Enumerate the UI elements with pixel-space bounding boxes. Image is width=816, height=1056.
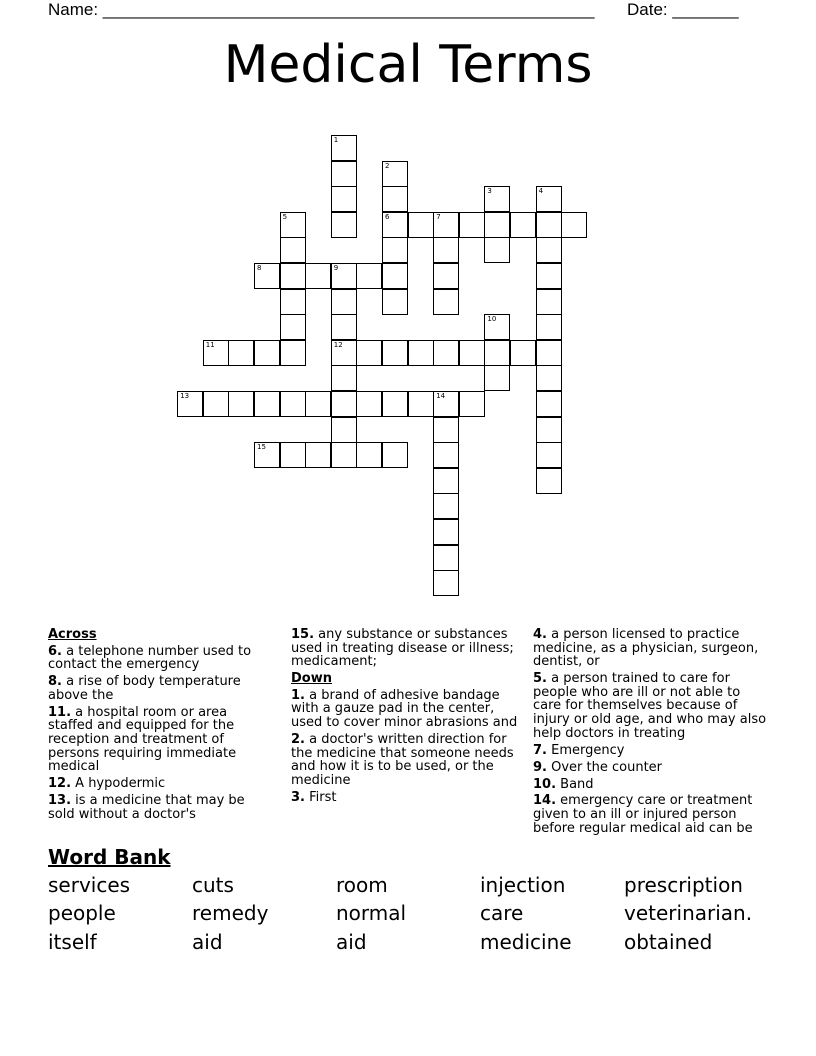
clues-column-3 [533, 628, 769, 839]
crossword-cell[interactable] [382, 212, 408, 238]
crossword-cell[interactable] [254, 391, 280, 417]
down-heading: Down [291, 671, 332, 687]
crossword-cell[interactable] [203, 340, 229, 366]
word-bank-word: prescription [624, 873, 743, 897]
crossword-cell[interactable] [382, 289, 408, 315]
crossword-cell[interactable] [433, 289, 459, 315]
clue-item-number: 13. [48, 793, 72, 809]
crossword-cell[interactable] [484, 340, 510, 366]
crossword-cell[interactable] [254, 263, 280, 289]
crossword-cell[interactable] [536, 212, 562, 238]
crossword-cell[interactable] [280, 289, 306, 315]
crossword-cell[interactable] [203, 391, 229, 417]
across-clue-list [48, 645, 273, 822]
crossword-cell[interactable] [382, 186, 408, 212]
clue-item [533, 778, 769, 792]
across-clue-list-continued [291, 628, 523, 669]
word-bank-word: room [336, 873, 388, 897]
clue-item-text: A hypodermic [71, 776, 166, 792]
crossword-cell[interactable] [382, 340, 408, 366]
clue-number: 5 [282, 212, 288, 221]
clue-item-text: a person licensed to practice medicine, as a physician, surgeon, dentist, or [533, 627, 759, 670]
crossword-cell[interactable] [280, 442, 306, 468]
clue-number: 3 [487, 187, 492, 196]
word-bank-word: cuts [192, 873, 234, 897]
crossword-cell[interactable] [510, 212, 536, 238]
crossword-cell[interactable] [459, 212, 485, 238]
crossword-cell[interactable] [536, 468, 562, 494]
crossword-cell[interactable] [228, 340, 254, 366]
crossword-cell[interactable] [433, 493, 459, 519]
crossword-cell[interactable] [305, 391, 331, 417]
clue-item-number: 11. [48, 704, 72, 720]
clue-item-text: Band [556, 776, 594, 792]
clue-item [48, 777, 273, 791]
crossword-cell[interactable] [433, 468, 459, 494]
clues-column-1 [48, 628, 273, 825]
crossword-cell[interactable] [228, 391, 254, 417]
crossword-cell[interactable] [331, 212, 357, 238]
crossword-cell[interactable] [433, 263, 459, 289]
clue-item-text: a telephone number used to contact the emergency [48, 643, 252, 673]
crossword-cell[interactable] [408, 212, 434, 238]
clue-item-number: 12. [48, 776, 72, 792]
clue-number: 4 [538, 187, 544, 196]
down-clue-list-continued [533, 628, 769, 835]
clue-item-text: Emergency [546, 742, 625, 758]
clue-number: 2 [385, 161, 390, 170]
clue-item [533, 794, 769, 835]
crossword-cell[interactable] [433, 237, 459, 263]
clue-number: 12 [333, 340, 343, 349]
word-bank-word: injection [480, 873, 566, 897]
crossword-cell[interactable] [510, 340, 536, 366]
crossword-cell[interactable] [382, 391, 408, 417]
crossword-cell[interactable] [536, 340, 562, 366]
crossword-cell[interactable] [254, 442, 280, 468]
clue-item [533, 744, 769, 758]
down-clue-list [291, 689, 523, 805]
clue-item [291, 628, 523, 669]
clue-item-text: Over the counter [546, 759, 663, 775]
crossword-cell[interactable] [536, 391, 562, 417]
word-bank-word: veterinarian. [624, 901, 753, 925]
crossword-cell[interactable] [484, 314, 510, 340]
crossword-cell[interactable] [536, 442, 562, 468]
crossword-cell[interactable] [536, 289, 562, 315]
crossword-cell[interactable] [356, 391, 382, 417]
crossword-cell[interactable] [280, 263, 306, 289]
crossword-cell[interactable] [331, 365, 357, 391]
across-heading: Across [48, 627, 97, 642]
clue-item-text: a hospital room or area staffed and equipped for the reception and treatment of persons requiring immediate medical [48, 704, 237, 775]
clue-item [291, 689, 523, 730]
clue-number: 15 [257, 443, 266, 452]
crossword-cell[interactable] [305, 442, 331, 468]
clue-item-text: a doctor's written direction for the medicine that someone needs and how it is to be used, or the medicine [291, 731, 514, 788]
crossword-cell[interactable] [484, 365, 510, 391]
word-bank-word: aid [336, 930, 367, 954]
word-bank-word: medicine [480, 930, 572, 954]
clue-item [48, 645, 273, 672]
crossword-cell[interactable] [177, 391, 203, 417]
clue-number: 13 [180, 392, 190, 400]
crossword-cell[interactable] [254, 340, 280, 366]
crossword-cell[interactable] [536, 314, 562, 340]
clue-item-number: 5. [533, 671, 547, 687]
crossword-cell[interactable] [433, 391, 459, 417]
crossword-cell[interactable] [280, 314, 306, 340]
crossword-cell[interactable] [536, 263, 562, 289]
crossword-cell[interactable] [305, 263, 331, 289]
clue-number: 11 [205, 340, 215, 349]
clue-item [291, 791, 523, 805]
clue-number: 1 [333, 136, 339, 144]
crossword-cell[interactable] [331, 186, 357, 212]
word-bank-word: aid [192, 930, 223, 954]
clue-item [533, 672, 769, 740]
word-bank-word: care [480, 901, 524, 925]
crossword-cell[interactable] [536, 365, 562, 391]
crossword-cell[interactable] [459, 391, 485, 417]
clue-number: 14 [436, 392, 446, 400]
clue-item-text: any substance or substances used in treating disease or illness; medicament; [291, 627, 514, 670]
crossword-cell[interactable] [484, 212, 510, 238]
crossword-cell[interactable] [331, 161, 357, 187]
clue-item [48, 794, 273, 821]
crossword-cell[interactable] [433, 417, 459, 443]
page-title: Medical Terms [223, 35, 593, 95]
crossword-cell[interactable] [536, 417, 562, 443]
crossword-cell[interactable] [280, 391, 306, 417]
clue-item-number: 2. [291, 731, 305, 747]
crossword-cell[interactable] [331, 289, 357, 315]
clue-item [48, 675, 273, 702]
clue-item-text: a brand of adhesive bandage with a gauze pad in the center, used to cover minor abrasions and [291, 687, 518, 730]
crossword-cell[interactable] [459, 340, 485, 366]
crossword-cell[interactable] [331, 314, 357, 340]
clue-item-number: 10. [533, 776, 557, 792]
clue-item-number: 14. [533, 793, 557, 809]
crossword-cell[interactable] [331, 442, 357, 468]
clue-item [48, 706, 273, 774]
crossword-cell[interactable] [382, 237, 408, 263]
clue-number: 8 [257, 264, 262, 272]
clue-item-number: 7. [533, 742, 547, 758]
crossword-cell[interactable] [536, 237, 562, 263]
crossword-cell[interactable] [382, 263, 408, 289]
name-field-label: Name: ____________________________________________________ [48, 0, 595, 19]
word-bank-title: Word Bank [48, 845, 171, 869]
crossword-cell[interactable] [331, 417, 357, 443]
crossword-cell[interactable] [280, 237, 306, 263]
clues-column-2 [291, 628, 523, 808]
crossword-cell[interactable] [331, 135, 357, 161]
clue-item-number: 1. [291, 687, 305, 703]
word-bank-word: remedy [192, 901, 269, 925]
crossword-cell[interactable] [356, 263, 382, 289]
crossword-cell[interactable] [331, 340, 357, 366]
clue-item [291, 733, 523, 787]
crossword-cell[interactable] [484, 186, 510, 212]
clue-item-text: is a medicine that may be sold without a doctor's [48, 793, 245, 822]
crossword-cell[interactable] [433, 570, 459, 596]
crossword-cell[interactable] [382, 161, 408, 187]
crossword-cell[interactable] [433, 212, 459, 238]
crossword-cell[interactable] [561, 212, 587, 238]
clue-item-text: a rise of body temperature above the [48, 674, 241, 703]
clue-item-number: 6. [48, 643, 62, 659]
crossword-cell[interactable] [433, 519, 459, 545]
crossword-cell[interactable] [433, 545, 459, 571]
crossword-cell[interactable] [356, 340, 382, 366]
clue-item-number: 9. [533, 759, 547, 775]
word-bank-word: obtained [624, 930, 713, 954]
clue-item-number: 4. [533, 627, 547, 642]
crossword-cell[interactable] [280, 212, 306, 238]
crossword-cell[interactable] [408, 391, 434, 417]
clue-number: 7 [436, 212, 441, 221]
word-bank-word: people [48, 901, 116, 925]
clue-number: 6 [385, 212, 390, 221]
word-bank-word: normal [336, 901, 407, 925]
clue-item-number: 8. [48, 674, 62, 690]
crossword-cell[interactable] [331, 391, 357, 417]
clue-item-text: a person trained to care for people who are ill or not able to care for themselves because of injury or old age, and who may also help doctors in treating [533, 671, 767, 741]
date-field-label: Date: _______ [627, 0, 739, 19]
word-bank-word: itself [48, 930, 97, 954]
clue-number: 10 [487, 315, 497, 324]
clue-item [533, 628, 769, 669]
crossword-cell[interactable] [484, 237, 510, 263]
crossword-cell[interactable] [536, 186, 562, 212]
crossword-cell[interactable] [280, 340, 306, 366]
crossword-cell[interactable] [433, 340, 459, 366]
crossword-cell[interactable] [382, 442, 408, 468]
clue-item-text: First [304, 789, 337, 805]
crossword-cell[interactable] [408, 340, 434, 366]
clue-item-number: 3. [291, 789, 305, 805]
clue-item-text: emergency care or treatment given to an ill or injured person before regular medical aid can be [533, 793, 753, 836]
clue-item [533, 761, 769, 775]
word-bank-word: services [48, 873, 131, 897]
crossword-cell[interactable] [433, 442, 459, 468]
clue-number: 9 [333, 264, 339, 272]
crossword-cell[interactable] [331, 263, 357, 289]
clue-item-number: 15. [291, 627, 315, 642]
crossword-cell[interactable] [356, 442, 382, 468]
